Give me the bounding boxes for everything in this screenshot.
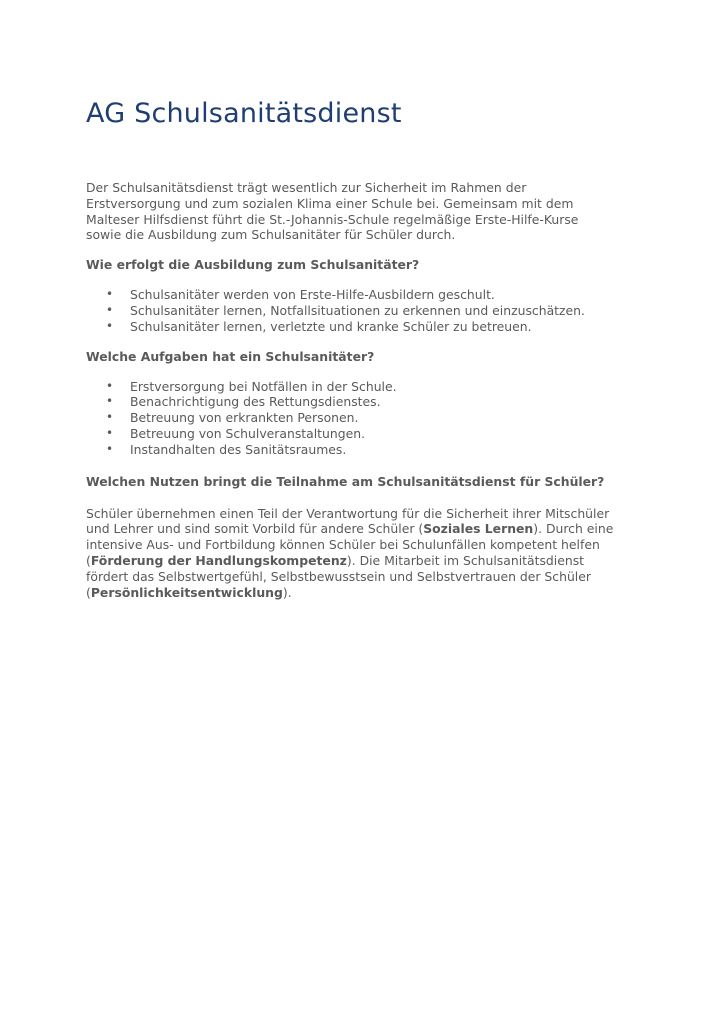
list-item: • Schulsanitäter lernen, verletzte und kranke Schüler zu betreuen. — [106, 318, 532, 334]
list-item: • Betreuung von Schulveranstaltungen. — [106, 425, 366, 441]
intro-line: Erstversorgung und zum sozialen Klima einer Schule bei. Gemeinsam mit dem — [86, 195, 574, 211]
bold-term: Persönlichkeitsentwicklung — [90, 584, 283, 600]
page-title: AG Schulsanitätsdienst — [86, 98, 402, 129]
bold-term: Förderung der Handlungskompetenz — [90, 552, 347, 568]
section-heading-benefits: Welchen Nutzen bringt die Teilnahme am Schulsanitätsdienst für Schüler? — [86, 473, 605, 489]
document-page — [86, 94, 646, 600]
list-item: • Instandhalten des Sanitätsraumes. — [106, 441, 347, 457]
list-item: • Betreuung von erkrankten Personen. — [106, 410, 359, 426]
list-item: • Schulsanitäter lernen, Notfallsituationen zu erkennen und einzuschätzen. — [106, 302, 585, 318]
list-item: • Erstversorgung bei Notfällen in der Schule. — [106, 378, 397, 394]
bullet-icon: • — [106, 318, 114, 333]
section-heading-tasks: Welche Aufgaben hat ein Schulsanitäter? — [86, 348, 375, 364]
list-item: • Schulsanitäter werden von Erste-Hilfe-Ausbildern geschult. — [106, 287, 495, 303]
benefits-paragraph: Schüler übernehmen einen Teil der Verantwortung für die Sicherheit ihrer Mitschüler und Lehrer und sind somit Vorbild für andere Schüler (Soziales Lernen). Durch eine intensive Aus- und Fortbildung können Schüler bei Schulunfällen kompetent helfen (Förderung der Handlungskompetenz). Die Mitarbeit im Schulsanitätsdienst fördert das Selbstwertgefühl, Selbstbewusstsein und Selbstvertrauen der Schüler (Persönlichkeitsentwicklung). — [86, 505, 614, 600]
bullet-icon: • — [106, 287, 114, 302]
section-heading-training: Wie erfolgt die Ausbildung zum Schulsanitäter? — [86, 257, 420, 273]
bold-term: Soziales Lernen — [423, 521, 534, 537]
bullet-icon: • — [106, 441, 114, 456]
intro-paragraph — [86, 180, 646, 243]
tasks-list — [86, 379, 646, 458]
bullet-icon: • — [106, 378, 114, 393]
bullet-icon: • — [106, 302, 114, 317]
intro-line: Malteser Hilfsdienst führt die St.-Johannis-Schule regelmäßige Erste-Hilfe-Kurse — [86, 211, 579, 227]
intro-line: Der Schulsanitätsdienst trägt wesentlich zur Sicherheit im Rahmen der — [86, 180, 527, 195]
bullet-icon: • — [106, 425, 114, 440]
bullet-icon: • — [106, 394, 114, 409]
training-list — [86, 287, 646, 334]
list-item: • Benachrichtigung des Rettungsdienstes. — [106, 394, 381, 410]
bullet-icon: • — [106, 410, 114, 425]
intro-line: sowie die Ausbildung zum Schulsanitäter für Schüler durch. — [86, 227, 456, 243]
